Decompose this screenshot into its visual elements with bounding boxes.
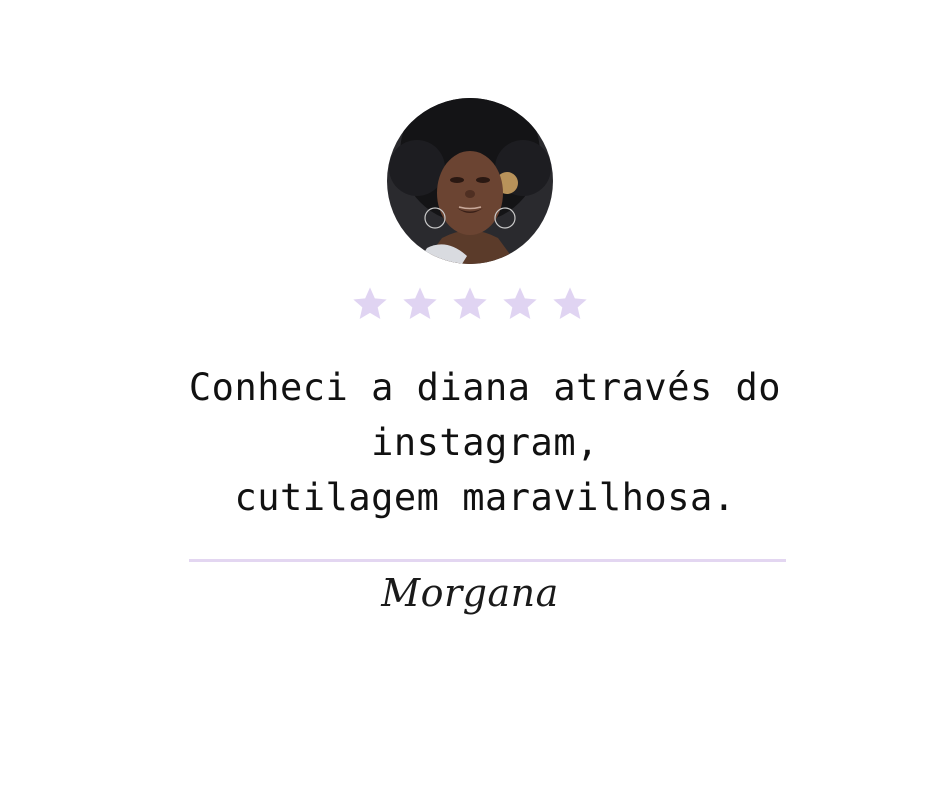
star-icon [450, 284, 490, 324]
review-quote [150, 360, 820, 525]
star-icon [500, 284, 540, 324]
profile-photo-icon [387, 98, 553, 264]
quote-line: instagram, [371, 421, 599, 464]
star-icon [400, 284, 440, 324]
quote-line: Conheci a diana através do [188, 366, 782, 409]
rating-stars [350, 284, 590, 326]
divider [189, 559, 786, 562]
quote-line: cutilagem maravilhosa. [234, 476, 736, 519]
author-name: Morgana [381, 571, 559, 615]
star-icon [350, 284, 390, 324]
avatar [387, 98, 553, 264]
star-icon [550, 284, 590, 324]
